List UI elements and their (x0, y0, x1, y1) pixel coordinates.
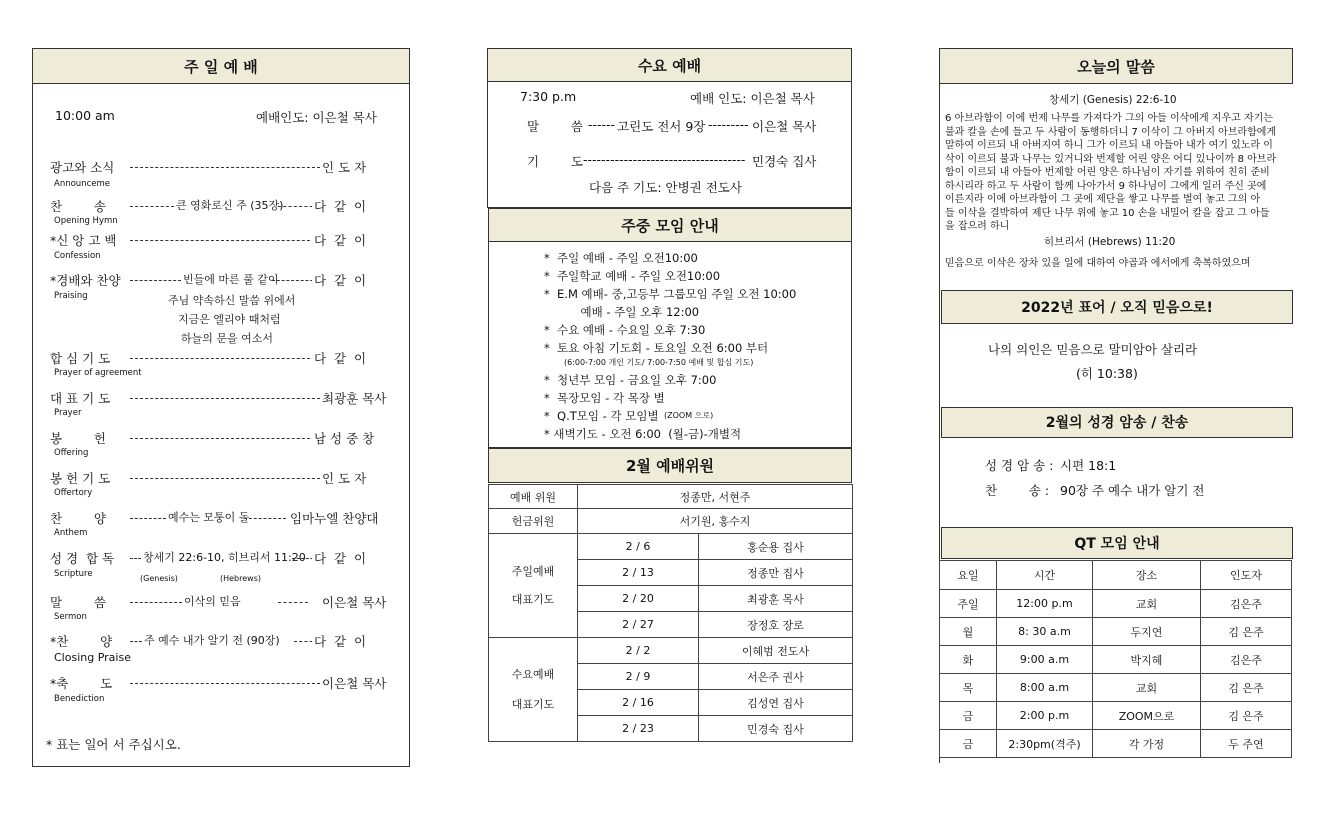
table-row: 2 / 9 (578, 664, 699, 690)
table-row: 서은주 권사 (699, 664, 853, 690)
table-cell: 김은주 (1201, 646, 1292, 674)
word-ref-2: 히브리서 (Hebrews) 11:20 (1044, 236, 1176, 248)
memory-hymn-value: 90장 주 예수 내가 알기 전 (1060, 483, 1205, 498)
order-leader-line (130, 438, 320, 439)
table-row: 이혜범 전도사 (699, 638, 853, 664)
order-english: Prayer of agreement (54, 368, 142, 378)
table-row: 2 / 16 (578, 690, 699, 716)
order-leader: 다 같 이 (314, 551, 367, 566)
table-cell: 교회 (1093, 674, 1201, 702)
wed-prayer-label-2: 대표기도 (511, 697, 555, 711)
order-leader-line (130, 167, 320, 168)
order-leader-line (278, 602, 308, 603)
committee-offering-label: 헌금위원 (489, 509, 578, 534)
order-leader: 다 같 이 (314, 233, 367, 248)
table-cell: 금 (940, 702, 997, 730)
scripture-hebrews-label: (Hebrews) (220, 574, 262, 583)
table-cell: 김 은주 (1201, 674, 1292, 702)
order-detail: 창세기 22:6-10, 히브리서 11:20 (143, 551, 306, 564)
table-row: 김성연 집사 (699, 690, 853, 716)
qt-title: QT 모임 안내 (941, 527, 1293, 559)
wednesday-prayer-label: 기 도 (527, 154, 583, 169)
qt-header-leader: 인도자 (1201, 561, 1292, 590)
motto-ref: (히 10:38) (1076, 366, 1138, 381)
order-detail: 이삭의 믿음 (184, 595, 241, 608)
memory-hymn-label: 찬 송 : (985, 483, 1050, 498)
zoom-note: (ZOOM 으로) (664, 411, 714, 420)
table-cell: 두지연 (1093, 618, 1201, 646)
order-title: *축 도 (50, 676, 113, 691)
order-title: 봉 헌 기 도 (50, 471, 111, 486)
committee-worship-value: 정종만, 서현주 (578, 485, 853, 509)
weekly-item: * 토요 아침 기도회 - 토요일 오전 6:00 부터 (544, 341, 769, 355)
word-line: 삭이 이르되 불과 나무는 있거니와 번제할 어린 양은 어디 있나이까 8 아브라 (945, 153, 1277, 165)
table-row (940, 730, 1292, 758)
order-english: Anthem (54, 528, 88, 538)
order-title: 성 경 합 독 (50, 551, 115, 566)
word-line: 말하여 이르되 내 아버지여 하니 그가 이르되 내 아들아 내가 여기 있노라 이 (945, 140, 1273, 151)
wed-prayer-group (489, 638, 578, 742)
order-detail: 주 예수 내가 알기 전 (90장) (144, 634, 280, 647)
word-title: 오늘의 말씀 (939, 48, 1293, 84)
weekly-item: * Q.T모임 - 각 모임별 (544, 409, 659, 423)
word-ref-1: 창세기 (Genesis) 22:6-10 (1049, 94, 1177, 106)
order-title: *경배와 찬양 (50, 273, 121, 288)
order-detail: 예수는 모퉁이 돌 (168, 511, 250, 524)
order-english: Announceme (54, 179, 110, 189)
order-leader: 이은철 목사 (322, 676, 387, 691)
table-cell: 목 (940, 674, 997, 702)
scripture-genesis-label: (Genesis) (140, 574, 178, 583)
order-leader: 인 도 자 (322, 160, 367, 175)
wednesday-time: 7:30 p.m (520, 89, 577, 104)
table-cell: ZOOM으로 (1093, 702, 1201, 730)
table-row (940, 618, 1292, 646)
order-leader-line (130, 683, 320, 684)
order-english: Praising (54, 291, 88, 301)
order-title: *신 앙 고 백 (50, 233, 117, 248)
table-row: 2 / 13 (578, 560, 699, 586)
table-cell: 2:30pm(격주) (997, 730, 1093, 758)
motto-text: 나의 의인은 믿음으로 말미암아 살리라 (988, 342, 1198, 357)
table-row: 2 / 27 (578, 612, 699, 638)
order-leader: 다 같 이 (314, 273, 367, 288)
wed-prayer-label-1: 수요예배 (511, 667, 555, 681)
weekly-item: * 청년부 모임 - 금요일 오후 7:00 (544, 373, 717, 387)
weekly-item: * 주일학교 예배 - 주일 오전10:00 (544, 269, 721, 283)
order-title: 말 씀 (50, 595, 106, 610)
table-cell: 김 은주 (1201, 702, 1292, 730)
qt-table (939, 560, 1292, 758)
order-leader-line (130, 602, 182, 603)
memory-verse-value: 시편 18:1 (1060, 458, 1117, 473)
praising-lyric: 주님 약속하신 말씀 위에서 (168, 294, 296, 307)
table-cell: 교회 (1093, 590, 1201, 618)
order-english: Opening Hymn (54, 216, 118, 226)
wednesday-sermon-dots-2: --------- (708, 117, 749, 132)
weekly-item: * 수요 예배 - 수요일 오후 7:30 (544, 323, 706, 337)
table-cell: 화 (940, 646, 997, 674)
order-detail: 큰 영화로신 주 (35장) (176, 199, 284, 212)
word-line: 불과 칼을 손에 들고 두 사람이 동행하더니 7 이삭이 그 아버지 아브라함에게 (945, 126, 1277, 138)
table-row: 최광훈 목사 (699, 586, 853, 612)
table-cell: 8: 30 a.m (997, 618, 1093, 646)
word-line: 들 이삭을 결박하여 제단 나무 위에 놓고 10 손을 내밀어 칼을 잡고 그 아들 (945, 207, 1270, 219)
order-title: 봉 헌 (50, 431, 106, 446)
order-leader: 다 같 이 (314, 351, 367, 366)
order-leader-line (244, 518, 286, 519)
order-leader: 남 성 중 창 (314, 431, 375, 446)
order-english: Confession (54, 251, 101, 261)
table-cell: 김은주 (1201, 590, 1292, 618)
table-row: 2 / 2 (578, 638, 699, 664)
saturday-note: (6:00-7:00 개인 기도/ 7:00-7:50 예배 및 합심 기도) (564, 358, 754, 367)
order-leader: 최광훈 목사 (322, 391, 387, 406)
table-cell: 박지혜 (1093, 646, 1201, 674)
qt-header-day: 요일 (940, 561, 997, 590)
order-english: Benediction (54, 694, 105, 704)
table-cell: 주일 (940, 590, 997, 618)
order-title: 합 심 기 도 (50, 351, 111, 366)
sunday-prayer-label-1: 주일예배 (511, 564, 555, 578)
wednesday-next-prayer: 다음 주 기도: 안병권 전도사 (589, 180, 742, 195)
order-leader: 임마누엘 찬양대 (290, 511, 379, 526)
order-title: *찬 양 (50, 634, 113, 649)
weekly-item: 예배 - 주일 오후 12:00 (544, 305, 700, 319)
table-row: 민경숙 집사 (699, 716, 853, 742)
committee-offering-value: 서기원, 홍수지 (578, 509, 853, 534)
wednesday-sermon-text: 고린도 전서 9장 (617, 119, 706, 134)
word-line-2: 믿음으로 이삭은 장차 있을 일에 대하여 야곱과 에서에게 축복하였으며 (945, 258, 1251, 269)
sunday-leader: 예배인도: 이은철 목사 (256, 110, 377, 125)
table-row (940, 590, 1292, 618)
qt-header-place: 장소 (1093, 561, 1201, 590)
table-row (940, 702, 1292, 730)
standing-note: * 표는 일어 서 주십시오. (46, 737, 181, 752)
table-cell: 김 은주 (1201, 618, 1292, 646)
sunday-service-title: 주 일 예 배 (32, 48, 410, 84)
wednesday-sermon-right: 이은철 목사 (752, 119, 817, 134)
committee-worship-label: 예배 위원 (489, 485, 578, 509)
order-title: 대 표 기 도 (50, 391, 111, 406)
order-leader: 이은철 목사 (322, 595, 387, 610)
table-cell: 각 가정 (1093, 730, 1201, 758)
sunday-prayer-group (489, 534, 578, 638)
order-english: Prayer (54, 408, 82, 418)
order-english: Scripture (54, 569, 93, 579)
word-line: 하시리라 하고 두 사람이 함께 나아가서 9 하나님이 그에게 일러 주신 곳에 (945, 180, 1267, 192)
weekly-item: * 주일 예배 - 주일 오전10:00 (544, 251, 698, 265)
order-english: Offering (54, 448, 89, 458)
praising-lyric: 하늘의 문을 여소서 (181, 332, 274, 345)
order-title: 찬 양 (50, 511, 106, 526)
table-row (940, 646, 1292, 674)
table-cell: 금 (940, 730, 997, 758)
order-leader-line (130, 478, 320, 479)
memory-title: 2월의 성경 암송 / 찬송 (941, 407, 1293, 438)
wednesday-sermon-label: 말 씀 (527, 119, 583, 134)
table-cell: 9:00 a.m (997, 646, 1093, 674)
table-row: 2 / 6 (578, 534, 699, 560)
weekly-item: * E.M 예배- 중,고등부 그룹모임 주일 오전 10:00 (544, 287, 797, 301)
order-leader-line (130, 206, 174, 207)
table-cell: 8:00 a.m (997, 674, 1093, 702)
memory-verse-label: 성 경 암 송 : (985, 458, 1054, 473)
table-cell: 두 주연 (1201, 730, 1292, 758)
weekly-item: * 새벽기도 - 오전 6:00 (월-금)-개별적 (544, 427, 742, 441)
wednesday-title: 수요 예배 (487, 48, 852, 82)
order-leader-line (130, 558, 141, 559)
table-row: 2 / 23 (578, 716, 699, 742)
table-row: 홍순용 집사 (699, 534, 853, 560)
word-line: 6 아브라함이 이에 번제 나무를 가져다가 그의 아들 이삭에게 지우고 자기는 (945, 113, 1273, 124)
order-leader-line (130, 518, 166, 519)
praising-lyric: 지금은 엘리야 때처럼 (178, 313, 281, 326)
wednesday-prayer-dots: ------------------------------------ (583, 152, 746, 167)
table-row: 장정호 장로 (699, 612, 853, 638)
order-leader-line (130, 398, 320, 399)
order-leader-line (130, 641, 142, 642)
table-cell: 2:00 p.m (997, 702, 1093, 730)
order-leader-line (130, 358, 320, 359)
order-english: Sermon (54, 612, 87, 622)
word-line: 을 잡으려 하니 (945, 221, 1010, 232)
order-leader: 다 같 이 (314, 199, 367, 214)
wednesday-sermon-dots: ------ (588, 117, 616, 132)
table-row (940, 674, 1292, 702)
table-row: 정종만 집사 (699, 560, 853, 586)
committee-title: 2월 예배위원 (488, 448, 852, 483)
committee-table (488, 484, 853, 742)
order-title: 광고와 소식 (50, 160, 115, 175)
table-cell: 12:00 p.m (997, 590, 1093, 618)
word-line: 이른지라 이에 아브라함이 그 곳에 제단을 쌓고 나무를 벌여 놓고 그의 아 (945, 194, 1261, 205)
table-row: 2 / 20 (578, 586, 699, 612)
order-title: 찬 송 (50, 199, 106, 214)
wednesday-leader: 예배 인도: 이은철 목사 (690, 91, 815, 106)
weekly-title: 주중 모임 안내 (488, 208, 852, 242)
table-cell: 월 (940, 618, 997, 646)
weekly-item: * 목장모임 - 각 목장 별 (544, 391, 665, 405)
order-english: Offertory (54, 488, 93, 498)
order-leader: 다 같 이 (314, 634, 367, 649)
wednesday-prayer-right: 민경숙 집사 (752, 154, 817, 169)
order-leader: 인 도 자 (322, 471, 367, 486)
order-leader-line (130, 280, 181, 281)
order-detail: 빈들에 마른 풀 같이 (183, 273, 279, 286)
sunday-prayer-label-2: 대표기도 (511, 592, 555, 606)
sunday-time: 10:00 am (55, 108, 115, 123)
qt-header-time: 시간 (997, 561, 1093, 590)
order-english: Closing Praise (54, 651, 131, 664)
motto-title: 2022년 표어 / 오직 믿음으로! (941, 290, 1293, 324)
word-line: 함이 이르되 내 아들아 번제할 어린 양은 하나님이 자기를 위하여 친히 준비 (945, 167, 1270, 178)
order-leader-line (130, 240, 320, 241)
